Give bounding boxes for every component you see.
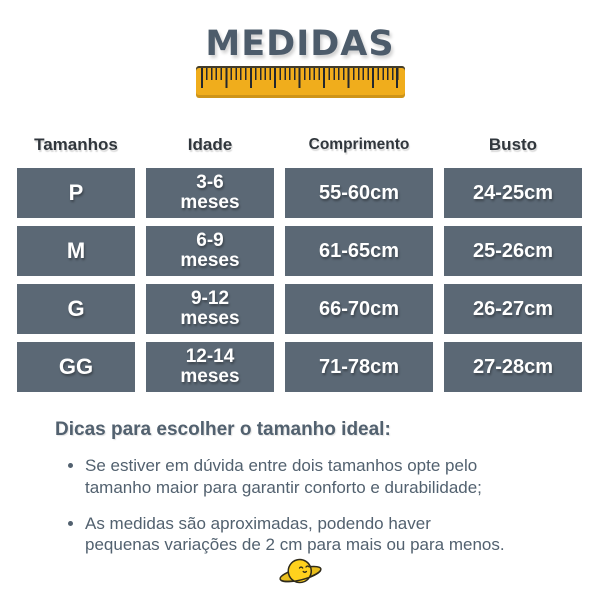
length-cell: 66-70cm xyxy=(285,284,433,334)
age-range: 9-12 xyxy=(190,288,230,310)
age-unit: meses xyxy=(180,366,240,387)
age-cell xyxy=(146,168,274,218)
length-cell: 71-78cm xyxy=(285,342,433,392)
size-cell: P xyxy=(17,168,135,218)
bust-cell: 24-25cm xyxy=(444,168,582,218)
age-range: 12-14 xyxy=(185,346,235,368)
tips-section xyxy=(55,419,555,570)
page-title: MEDIDAS xyxy=(205,24,395,64)
age-cell xyxy=(146,284,274,334)
tip-item xyxy=(85,455,555,499)
tips-heading: Dicas para escolher o tamanho ideal: xyxy=(55,419,391,440)
table-header-row xyxy=(17,131,583,159)
size-cell: M xyxy=(17,226,135,276)
tip-line: • As medidas são aproximadas, podendo haver xyxy=(85,513,431,533)
age-cell xyxy=(146,342,274,392)
length-cell: 55-60cm xyxy=(285,168,433,218)
size-cell: GG xyxy=(17,342,135,392)
column-header-comprimento: Comprimento xyxy=(308,136,410,153)
tip-line: • Se estiver em dúvida entre dois tamanhos opte pelo xyxy=(85,456,478,475)
age-unit: meses xyxy=(180,308,240,329)
size-cell: G xyxy=(17,284,135,334)
tips-list xyxy=(55,455,555,556)
tip-line: tamanho maior para garantir conforto e durabilidade; xyxy=(85,477,482,497)
tip-line: pequenas variações de 2 cm para mais ou para menos. xyxy=(85,535,505,555)
column-header-tamanhos: Tamanhos xyxy=(34,135,118,154)
age-cell xyxy=(146,226,274,276)
planet-icon xyxy=(275,550,325,599)
length-cell: 61-65cm xyxy=(285,226,433,276)
age-range: 6-9 xyxy=(196,230,224,252)
size-table xyxy=(17,168,583,392)
column-header-busto: Busto xyxy=(488,135,538,154)
age-unit: meses xyxy=(180,192,240,213)
age-unit: meses xyxy=(180,250,240,271)
age-range: 3-6 xyxy=(196,172,224,194)
bust-cell: 26-27cm xyxy=(444,284,582,334)
bust-cell: 27-28cm xyxy=(444,342,582,392)
bust-cell: 25-26cm xyxy=(444,226,582,276)
ruler-icon xyxy=(196,66,405,98)
column-header-idade: Idade xyxy=(187,135,233,154)
